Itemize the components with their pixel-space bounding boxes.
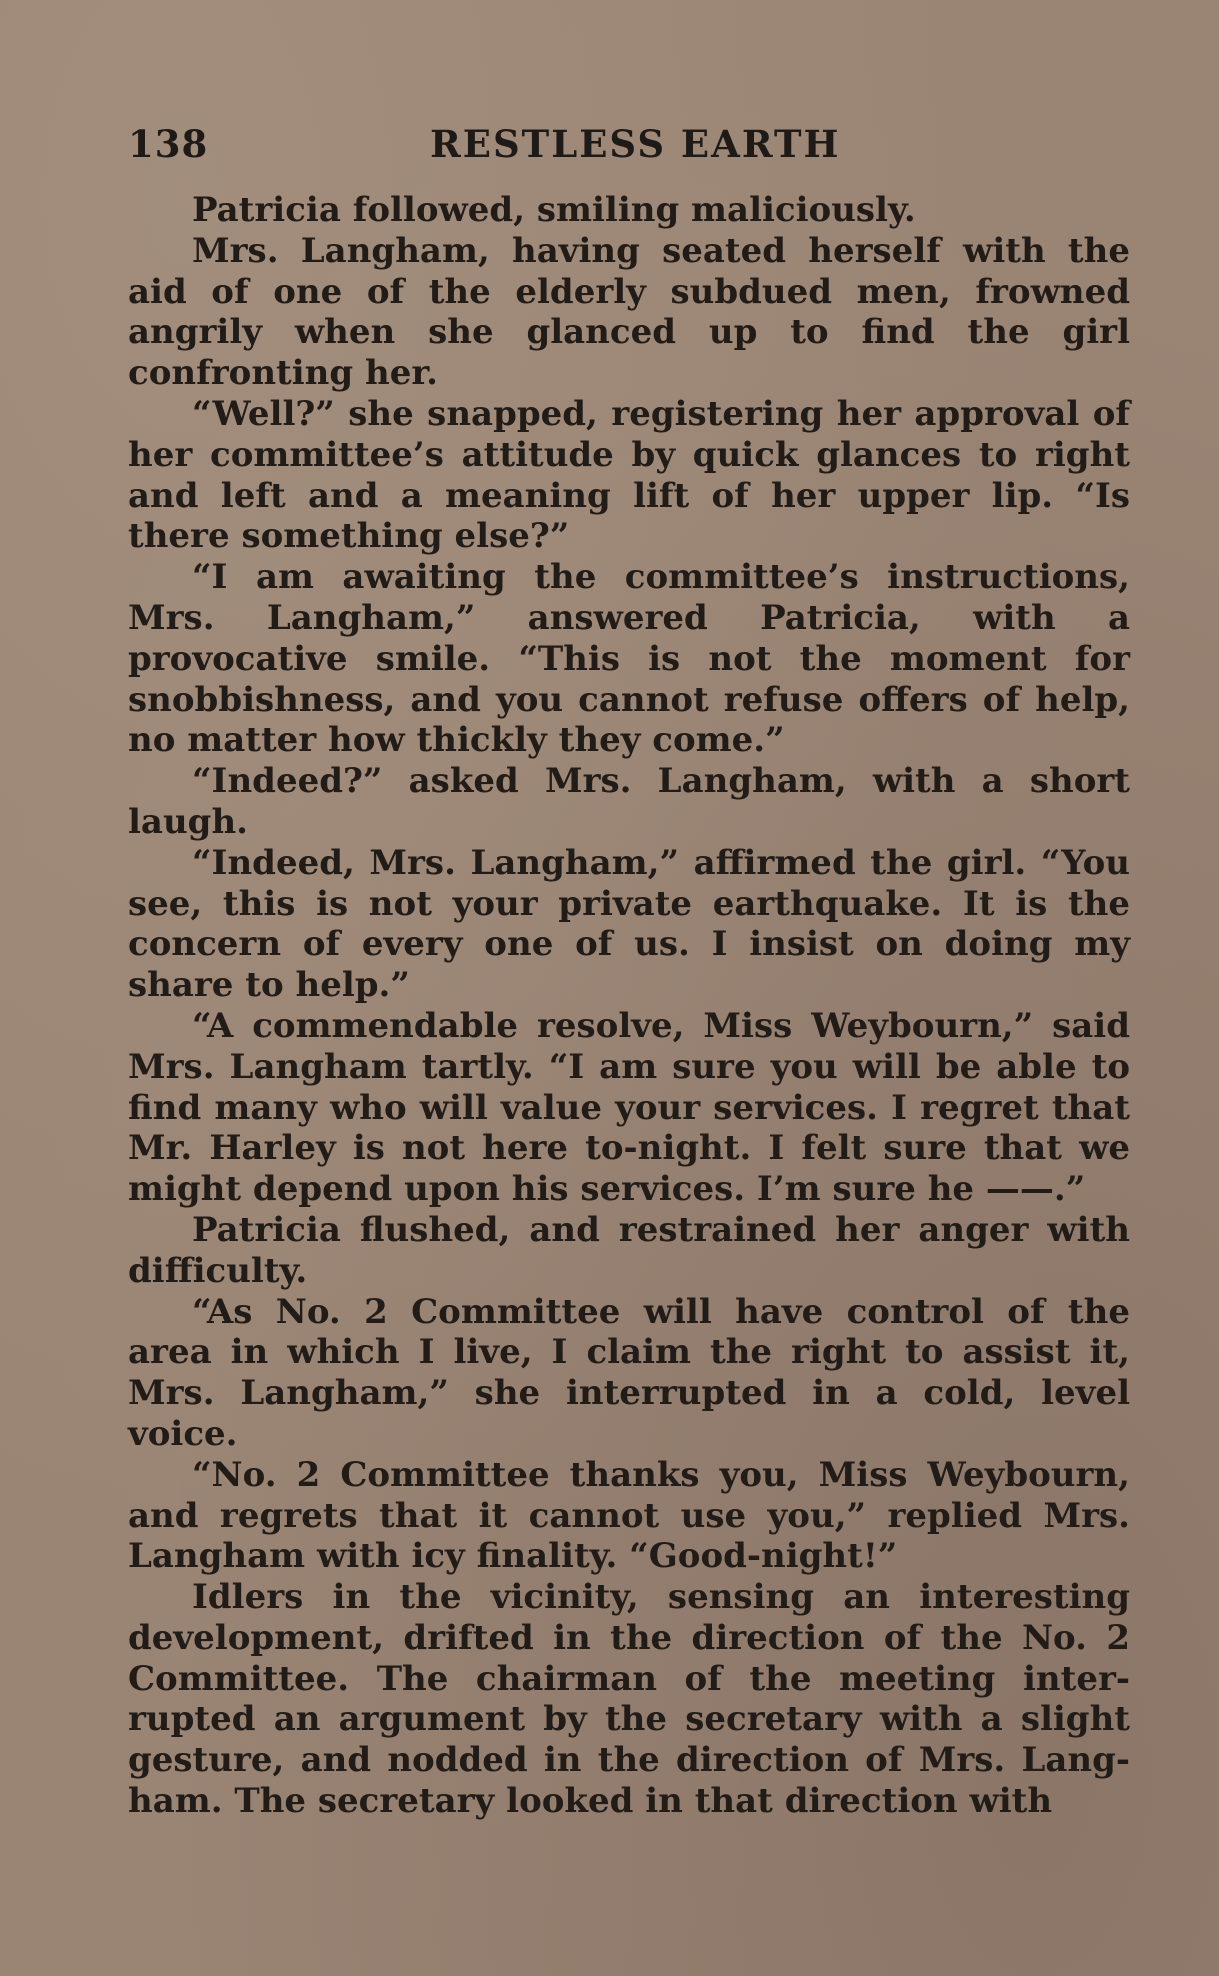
paragraph: “No. 2 Committee thanks you, Miss Weybourn, and regrets that it cannot use you,” replied Mrs. Langham with icy finality. “Good-night!” <box>128 1454 1130 1577</box>
paragraph: Mrs. Langham, having seated herself with the aid of one of the elderly subdued men, frowned angrily when she glanced up to find the girl confronting her. <box>128 230 1130 394</box>
running-title: RESTLESS EARTH <box>430 122 841 166</box>
paragraph: “I am awaiting the committee’s instructions, Mrs. Langham,” answered Patricia, with a provocative smile. “This is not the moment for snobbishness, and you cannot refuse offers of help, no matter how thickly they come.” <box>128 557 1130 761</box>
paragraph: Patricia flushed, and restrained her anger with difficulty. <box>128 1209 1130 1291</box>
paragraph: “Indeed?” asked Mrs. Langham, with a short laugh. <box>128 761 1130 842</box>
paragraph: “A commendable resolve, Miss Weybourn,” said Mrs. Langham tartly. “I am sure you will be able to find many who will value your services. I regret that Mr. Harley is not here to-night. I felt sure that we might depend upon his services. I’m sure he ——.” <box>128 1005 1130 1210</box>
paragraph: Patricia followed, smiling maliciously. <box>192 190 916 230</box>
paragraph: “Indeed, Mrs. Langham,” affirmed the girl. “You see, this is not your private earthquake. It is the concern of every one of us. I insist on doing my share to help.” <box>128 842 1130 1006</box>
page-number: 138 <box>128 122 209 166</box>
paragraph: Idlers in the vicinity, sensing an interesting development, drifted in the direction of the No. 2 Committee. The chairman of the meeting inter-rupted an argument by the secretary with a slight gesture, and nodded in the direction of Mrs. Lang-ham. The secretary looked in that direction with <box>128 1577 1130 1822</box>
page-header <box>128 122 1128 178</box>
body-text <box>128 190 1130 1822</box>
paragraph: “Well?” she snapped, registering her approval of her committee’s attitude by quick glances to right and left and a meaning lift of her upper lip. “Is there something else?” <box>128 393 1130 557</box>
paragraph: “As No. 2 Committee will have control of the area in which I live, I claim the right to assist it, Mrs. Langham,” she interrupted in a cold, level voice. <box>128 1291 1130 1454</box>
